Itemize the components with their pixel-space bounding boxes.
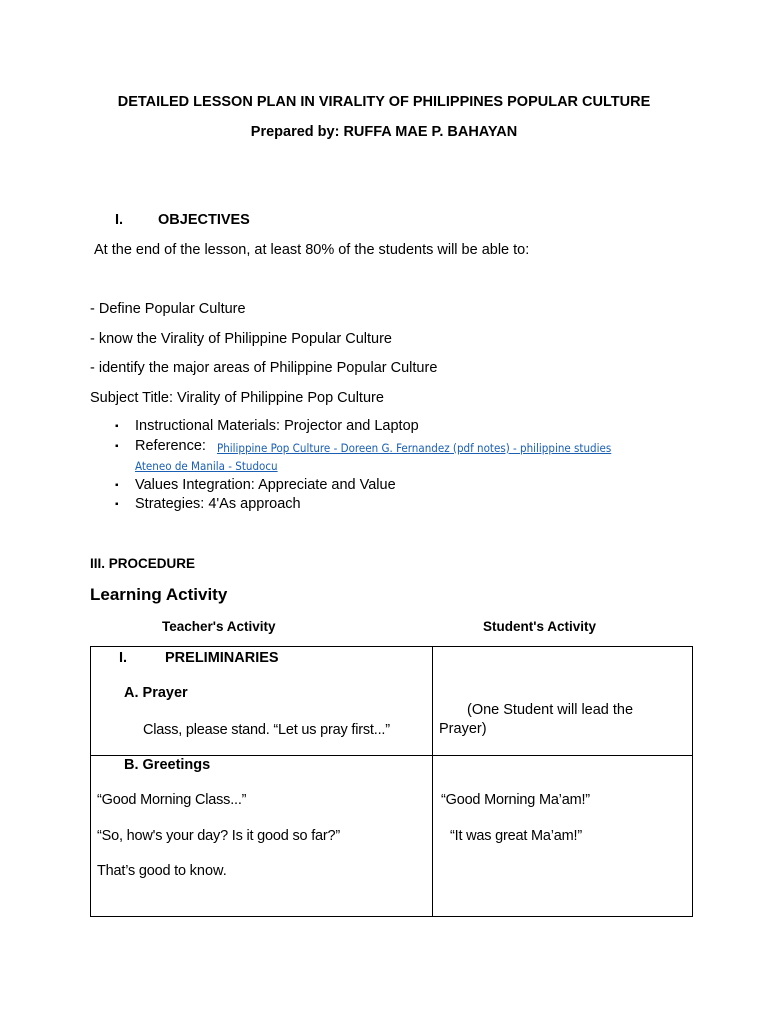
table-row [91, 756, 693, 917]
greeting-teacher-line3 [97, 863, 227, 879]
teacher-activity-header: Teacher's Activity [162, 619, 276, 634]
greetings-subheading: B. Greetings [124, 757, 211, 773]
reference-link[interactable]: Philippine Pop Culture - Doreen G. Fernandez (pdf notes) - philippine studies [217, 441, 612, 455]
objectives-intro: At the end of the lesson, at least 80% of the students will be able to: [94, 242, 530, 258]
prayer-student-line2: Prayer) [439, 721, 487, 737]
student-cell-prayer [433, 647, 693, 756]
procedure-heading: III. PROCEDURE [90, 556, 196, 571]
greeting-teacher-line3-b: know. [189, 863, 227, 879]
prayer-teacher-text: Class, please stand. “Let us pray first...” [143, 722, 390, 738]
prepared-by: Prepared by: RUFFA MAE P. BAHAYAN [250, 124, 518, 140]
table-row [91, 647, 693, 756]
strategies-text: Strategies: 4'As approach [135, 496, 301, 512]
document-title: DETAILED LESSON PLAN IN VIRALITY OF PHILIPPINES POPULAR CULTURE [117, 94, 651, 110]
objectives-heading: OBJECTIVES [158, 212, 250, 228]
activity-table [90, 646, 693, 917]
reference-link-continued[interactable]: Ateneo de Manila - Studocu [135, 459, 278, 473]
greeting-teacher-line1: “Good Morning Class...” [97, 792, 247, 808]
learning-activity-heading: Learning Activity [90, 585, 228, 604]
values-text: Values Integration: Appreciate and Value [135, 477, 396, 493]
student-activity-header: Student's Activity [483, 619, 596, 634]
bullet-icon: ▪ [115, 421, 119, 432]
teacher-cell-preliminaries [91, 647, 433, 756]
prayer-student-line1: (One Student will lead the [467, 702, 634, 718]
objectives-numeral: I. [115, 212, 124, 228]
prayer-subheading: A. Prayer [124, 685, 188, 701]
greeting-student-line1: “Good Morning Ma’am!” [441, 792, 590, 808]
bullet-icon: ▪ [115, 441, 119, 452]
objective-item: - Define Popular Culture [90, 301, 246, 317]
greeting-teacher-line2: “So, how's your day? Is it good so far?” [97, 828, 341, 844]
materials-text: Instructional Materials: Projector and Laptop [135, 418, 419, 434]
materials-bullet-list [115, 418, 675, 518]
reference-label: Reference: [135, 438, 206, 454]
teacher-cell-greetings [91, 756, 433, 917]
greeting-student-line2: “It was great Ma’am!” [450, 828, 582, 844]
subject-title: Subject Title: Virality of Philippine Pop Culture [90, 390, 384, 406]
objective-item: - know the Virality of Philippine Popular Culture [90, 331, 392, 347]
objective-item: - identify the major areas of Philippine Popular Culture [90, 360, 438, 376]
preliminaries-heading: PRELIMINARIES [165, 650, 279, 666]
greeting-teacher-line3-a: That’s good to [97, 863, 190, 879]
student-cell-greetings [433, 756, 693, 917]
bullet-icon: ▪ [115, 480, 119, 491]
preliminaries-numeral: I. [119, 650, 128, 666]
bullet-icon: ▪ [115, 499, 119, 510]
